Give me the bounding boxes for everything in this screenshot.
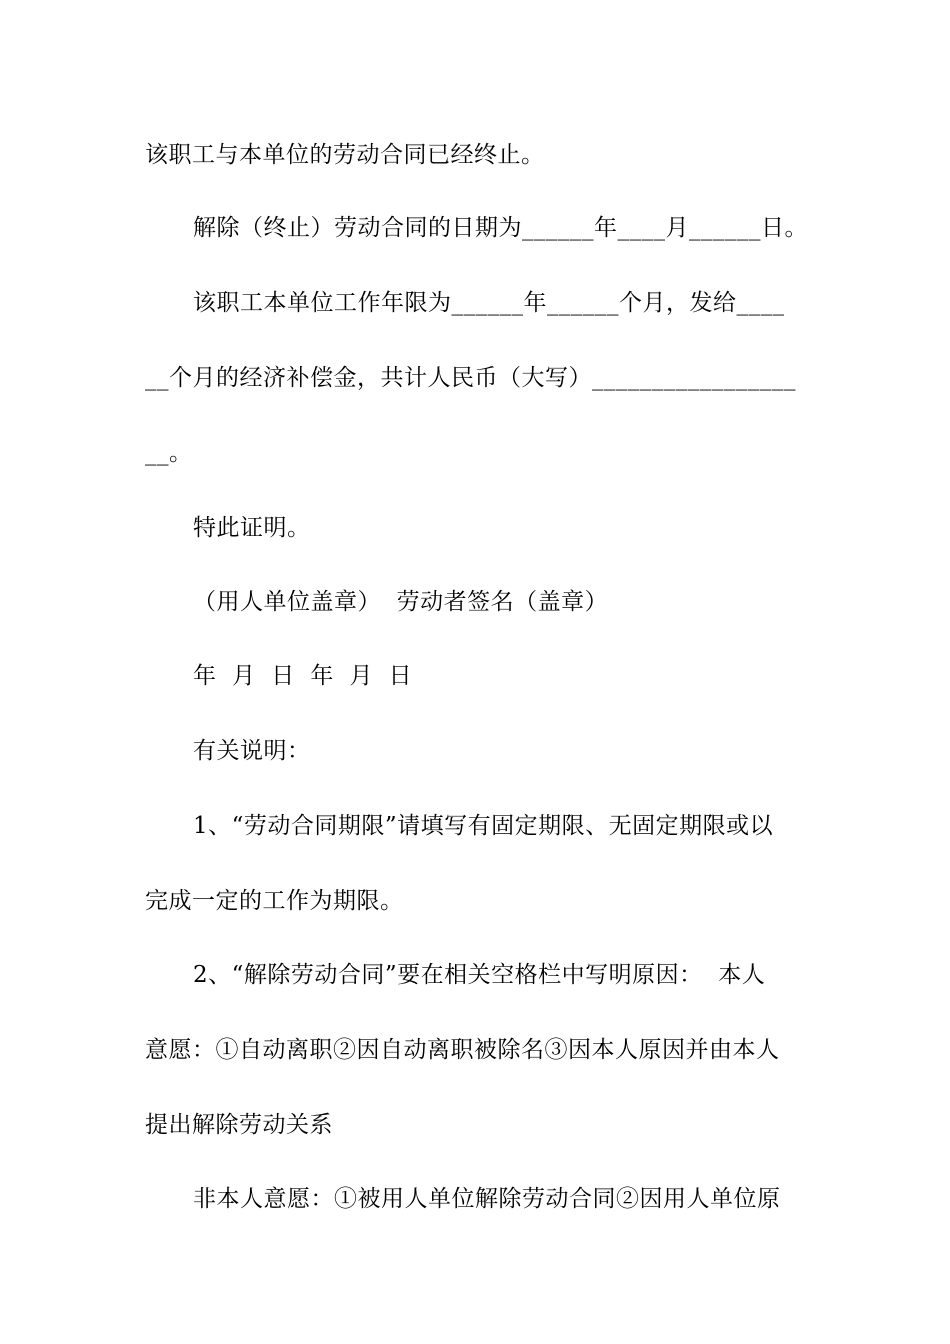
text-line-compensation: __个月的经济补偿金，共计人民币（大写）_________________ xyxy=(145,365,796,391)
text-line-hereby-certify: 特此证明。 xyxy=(193,515,311,541)
text-line-compensation-end: __。 xyxy=(145,440,193,466)
text-line-note-2-cont: 意愿：①自动离职②因自动离职被除名③因本人原因并由本人 xyxy=(145,1037,780,1063)
text-line-note-1-cont: 完成一定的工作为期限。 xyxy=(145,888,404,914)
text-line-involuntary: 非本人意愿：①被用人单位解除劳动合同②因用人单位原 xyxy=(193,1186,781,1212)
text-line-note-2-end: 提出解除劳动关系 xyxy=(145,1112,333,1138)
text-line-dates: 年 月 日 年 月 日 xyxy=(193,663,413,689)
text-line-work-years: 该职工本单位工作年限为______年______个月，发给____ xyxy=(193,290,785,316)
text-line-note-2: 2、“解除劳动合同”要在相关空格栏中写明原因： 本人 xyxy=(193,962,766,988)
text-line-notes-heading: 有关说明： xyxy=(193,738,311,764)
text-line-signatures: （用人单位盖章） 劳动者签名（盖章） xyxy=(193,589,609,615)
text-line-termination-date: 解除（终止）劳动合同的日期为______年____月______日。 xyxy=(193,215,808,241)
text-line-note-1: 1、“劳动合同期限”请填写有固定期限、无固定期限或以 xyxy=(193,813,774,839)
text-line-contract-terminated: 该职工与本单位的劳动合同已经终止。 xyxy=(145,142,545,168)
